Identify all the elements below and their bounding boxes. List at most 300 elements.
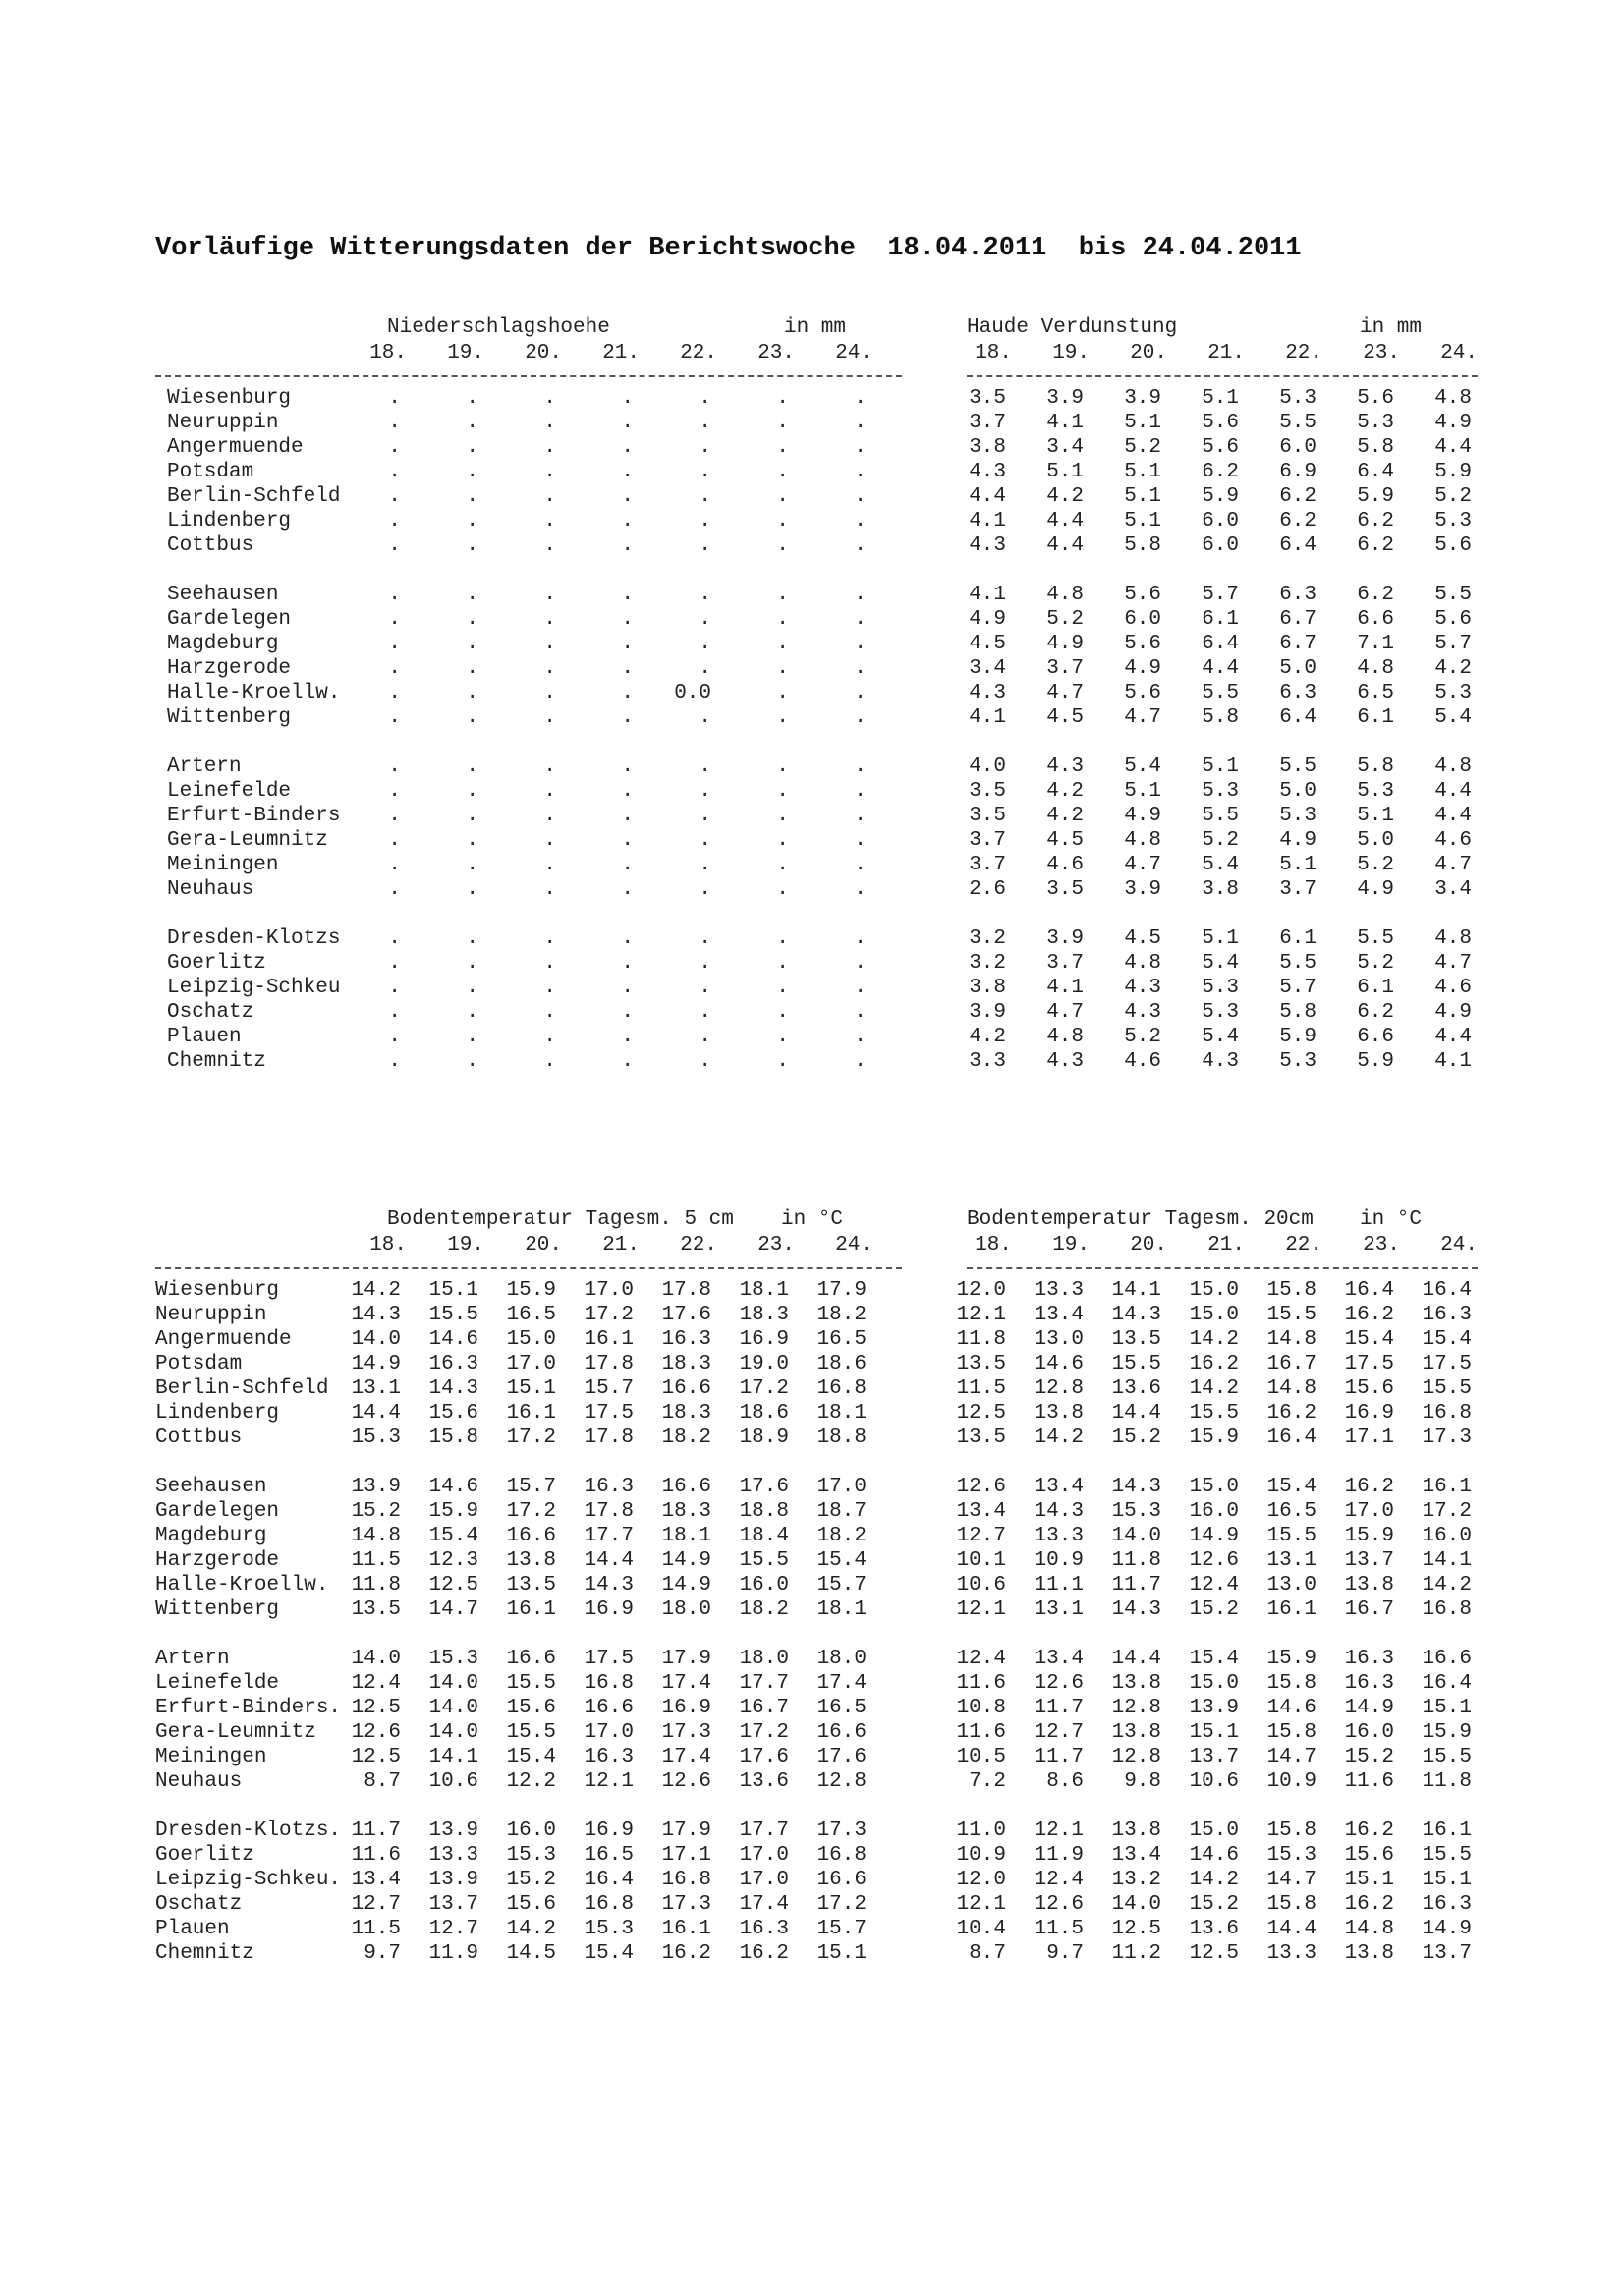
- value-cell: 15.1: [506, 1377, 556, 1400]
- value-cell: 15.5: [506, 1721, 556, 1744]
- value-cell: .: [543, 805, 556, 827]
- group-spacer: [155, 1451, 902, 1476]
- value-cell: 12.6: [1189, 1549, 1239, 1572]
- value-cell: .: [854, 633, 867, 655]
- value-cell: 15.5: [739, 1549, 789, 1572]
- value-cell: 5.5: [1357, 927, 1394, 950]
- value-cell: 5.3: [1434, 682, 1472, 704]
- value-cell: 17.2: [739, 1721, 789, 1744]
- value-cell: .: [466, 805, 478, 827]
- value-cell: 17.8: [584, 1500, 634, 1523]
- value-cell: 5.2: [1357, 952, 1394, 975]
- day-label: 22.: [680, 1234, 717, 1257]
- value-cell: 6.0: [1279, 436, 1316, 459]
- value-cell: 16.6: [506, 1525, 556, 1547]
- value-cell: 15.0: [1189, 1279, 1239, 1302]
- station-name: Plauen: [155, 1918, 230, 1940]
- value-cell: 14.7: [1266, 1746, 1316, 1768]
- value-cell: 15.0: [1189, 1672, 1239, 1695]
- station-name: Gardelegen: [155, 1500, 280, 1523]
- value-cell: 17.8: [661, 1279, 711, 1302]
- value-cell: .: [466, 412, 478, 434]
- value-cell: 5.8: [1279, 1001, 1316, 1024]
- value-cell: .: [388, 584, 401, 606]
- value-cell: 15.1: [1422, 1869, 1472, 1891]
- value-cell: 5.3: [1202, 780, 1239, 803]
- value-cell: 17.2: [506, 1427, 556, 1449]
- value-cell: 9.7: [364, 1942, 401, 1965]
- station-name: Gera-Leumnitz: [155, 1721, 316, 1744]
- value-cell: .: [621, 387, 634, 410]
- value-cell: 15.7: [816, 1918, 867, 1940]
- value-cell: 13.4: [1111, 1844, 1161, 1867]
- value-cell: .: [466, 682, 478, 704]
- value-cell: 11.8: [351, 1574, 401, 1596]
- value-cell: 4.5: [969, 633, 1006, 655]
- value-cell: 4.8: [1357, 657, 1394, 680]
- value-cell: .: [543, 534, 556, 557]
- value-cell: 5.8: [1202, 706, 1239, 729]
- value-cell: 4.7: [1046, 682, 1084, 704]
- value-cell: .: [854, 1001, 867, 1024]
- value-cell: .: [776, 1026, 789, 1048]
- value-cell: 12.5: [956, 1402, 1006, 1425]
- station-name: Artern: [167, 756, 242, 778]
- value-cell: 14.3: [1111, 1304, 1161, 1326]
- table-row: [155, 854, 902, 878]
- value-cell: 13.9: [1189, 1697, 1239, 1719]
- value-cell: .: [854, 461, 867, 483]
- value-cell: 14.0: [351, 1328, 401, 1351]
- value-cell: 5.1: [1279, 854, 1316, 876]
- value-cell: 17.6: [739, 1476, 789, 1498]
- value-cell: 14.2: [351, 1279, 401, 1302]
- value-cell: 16.4: [584, 1869, 634, 1891]
- value-cell: 4.2: [969, 1026, 1006, 1048]
- value-cell: 3.5: [969, 805, 1006, 827]
- value-cell: 13.8: [1111, 1672, 1161, 1695]
- value-cell: 4.8: [1434, 927, 1472, 950]
- value-cell: 13.6: [1189, 1918, 1239, 1940]
- value-cell: 5.4: [1202, 854, 1239, 876]
- value-cell: 16.0: [739, 1574, 789, 1596]
- value-cell: .: [776, 780, 789, 803]
- value-cell: .: [543, 584, 556, 606]
- header-rule: [155, 375, 902, 377]
- value-cell: 10.9: [1034, 1549, 1084, 1572]
- group-spacer: [967, 559, 1478, 584]
- value-cell: 16.2: [1266, 1402, 1316, 1425]
- value-cell: 6.0: [1202, 534, 1239, 557]
- value-cell: 17.2: [506, 1500, 556, 1523]
- value-cell: 14.7: [428, 1598, 478, 1621]
- value-cell: 4.8: [1124, 952, 1161, 975]
- table-row: [155, 510, 902, 534]
- value-cell: 18.2: [816, 1304, 867, 1326]
- value-cell: .: [621, 510, 634, 532]
- day-label: 19.: [447, 1234, 484, 1257]
- value-cell: 4.7: [1124, 706, 1161, 729]
- value-cell: 3.9: [1046, 927, 1084, 950]
- value-cell: .: [776, 706, 789, 729]
- value-cell: 11.5: [956, 1377, 1006, 1400]
- value-cell: .: [388, 657, 401, 680]
- value-cell: 4.4: [1434, 1026, 1472, 1048]
- value-cell: 4.8: [1046, 1026, 1084, 1048]
- value-cell: 15.0: [1189, 1304, 1239, 1326]
- table-row: [155, 1026, 902, 1050]
- station-name: Harzgerode: [167, 657, 292, 680]
- value-cell: 13.5: [506, 1574, 556, 1596]
- value-cell: 15.1: [1344, 1869, 1394, 1891]
- station-name: Dresden-Klotzs: [167, 927, 341, 950]
- value-cell: 11.8: [1111, 1549, 1161, 1572]
- value-cell: 6.2: [1279, 485, 1316, 508]
- value-cell: 16.2: [1344, 1304, 1394, 1326]
- value-cell: .: [466, 1026, 478, 1048]
- table-row: [956, 1549, 1478, 1574]
- value-cell: 15.2: [1189, 1893, 1239, 1916]
- value-cell: .: [388, 1026, 401, 1048]
- value-cell: 14.2: [1034, 1427, 1084, 1449]
- value-cell: 4.9: [1046, 633, 1084, 655]
- day-label: 24.: [1440, 342, 1478, 364]
- table-row: [956, 1377, 1478, 1402]
- value-cell: .: [621, 805, 634, 827]
- value-cell: 16.4: [1344, 1279, 1394, 1302]
- value-cell: .: [543, 682, 556, 704]
- value-cell: 13.8: [1344, 1574, 1394, 1596]
- table-row: [967, 387, 1478, 412]
- value-cell: 14.3: [1034, 1500, 1084, 1523]
- value-cell: .: [854, 1050, 867, 1073]
- value-cell: 13.9: [351, 1476, 401, 1498]
- station-name: Cottbus: [155, 1427, 243, 1449]
- value-cell: .: [854, 682, 867, 704]
- value-cell: 18.7: [816, 1500, 867, 1523]
- value-cell: 18.2: [816, 1525, 867, 1547]
- value-cell: 4.2: [1046, 485, 1084, 508]
- table-row: [956, 1697, 1478, 1721]
- value-cell: .: [388, 387, 401, 410]
- value-cell: 4.3: [969, 534, 1006, 557]
- value-cell: .: [776, 977, 789, 999]
- table-row: [956, 1721, 1478, 1746]
- value-cell: 10.6: [1189, 1770, 1239, 1793]
- value-cell: 5.3: [1279, 387, 1316, 410]
- value-cell: 3.3: [969, 1050, 1006, 1073]
- day-label: 20.: [1130, 1234, 1167, 1257]
- table-row: [967, 461, 1478, 485]
- value-cell: 15.9: [428, 1500, 478, 1523]
- value-cell: 15.5: [1422, 1377, 1472, 1400]
- value-cell: .: [854, 485, 867, 508]
- value-cell: 14.2: [1189, 1869, 1239, 1891]
- value-cell: 5.9: [1357, 1050, 1394, 1073]
- header-rule: [155, 1267, 902, 1269]
- value-cell: .: [388, 805, 401, 827]
- table-row: [967, 608, 1478, 633]
- value-cell: 15.4: [816, 1549, 867, 1572]
- value-cell: 16.8: [584, 1672, 634, 1695]
- value-cell: 10.1: [956, 1549, 1006, 1572]
- value-cell: 12.4: [1034, 1869, 1084, 1891]
- value-cell: 14.9: [1189, 1525, 1239, 1547]
- value-cell: 17.0: [739, 1844, 789, 1867]
- value-cell: 3.9: [1124, 878, 1161, 901]
- table-row: [967, 657, 1478, 682]
- value-cell: 14.5: [506, 1942, 556, 1965]
- value-cell: .: [388, 952, 401, 975]
- value-cell: .: [543, 461, 556, 483]
- value-cell: 11.8: [1422, 1770, 1472, 1793]
- table-row: [155, 1721, 902, 1746]
- station-name: Chemnitz: [167, 1050, 266, 1073]
- table-row: [155, 1648, 902, 1672]
- value-cell: 13.2: [1111, 1869, 1161, 1891]
- value-cell: 4.4: [1434, 780, 1472, 803]
- value-cell: 10.8: [956, 1697, 1006, 1719]
- value-cell: 13.1: [351, 1377, 401, 1400]
- value-cell: .: [776, 756, 789, 778]
- value-cell: 12.7: [428, 1918, 478, 1940]
- value-cell: 15.4: [584, 1942, 634, 1965]
- value-cell: 5.8: [1124, 534, 1161, 557]
- value-cell: 5.1: [1357, 805, 1394, 827]
- day-label: 19.: [1052, 342, 1090, 364]
- value-cell: 3.8: [969, 436, 1006, 459]
- table-row: [155, 1279, 902, 1304]
- value-cell: .: [543, 706, 556, 729]
- value-cell: 15.0: [1189, 1476, 1239, 1498]
- value-cell: 6.2: [1279, 510, 1316, 532]
- table-row: [155, 534, 902, 559]
- value-cell: 18.9: [739, 1427, 789, 1449]
- value-cell: 14.0: [1111, 1525, 1161, 1547]
- station-name: Berlin-Schfeld: [155, 1377, 329, 1400]
- value-cell: .: [854, 927, 867, 950]
- value-cell: 4.3: [1046, 756, 1084, 778]
- value-cell: 5.1: [1202, 756, 1239, 778]
- value-cell: 13.1: [1034, 1598, 1084, 1621]
- value-cell: .: [466, 584, 478, 606]
- table-row: [155, 461, 902, 485]
- day-header: [967, 1234, 1478, 1260]
- value-cell: 16.2: [661, 1942, 711, 1965]
- value-cell: .: [388, 829, 401, 852]
- value-cell: .: [621, 977, 634, 999]
- value-cell: 11.6: [1344, 1770, 1394, 1793]
- value-cell: 14.4: [1266, 1918, 1316, 1940]
- value-cell: .: [854, 829, 867, 852]
- value-cell: .: [854, 977, 867, 999]
- value-cell: 14.3: [428, 1377, 478, 1400]
- value-cell: 4.5: [1046, 706, 1084, 729]
- value-cell: 5.1: [1124, 461, 1161, 483]
- value-cell: 12.7: [351, 1893, 401, 1916]
- group-spacer: [967, 1795, 1478, 1820]
- day-label: 21.: [602, 342, 640, 364]
- value-cell: 15.7: [584, 1377, 634, 1400]
- table-row: [155, 805, 902, 829]
- value-cell: .: [699, 1001, 711, 1024]
- table-row: [155, 1574, 902, 1598]
- station-name: Harzgerode: [155, 1549, 280, 1572]
- value-cell: .: [854, 854, 867, 876]
- table-row: [155, 1844, 902, 1869]
- value-cell: 5.6: [1434, 534, 1472, 557]
- value-cell: 6.4: [1202, 633, 1239, 655]
- value-cell: 15.8: [1266, 1279, 1316, 1302]
- day-label: 23.: [1363, 342, 1400, 364]
- value-cell: 14.6: [1034, 1353, 1084, 1375]
- table-row: [155, 1869, 902, 1893]
- table-row: [155, 608, 902, 633]
- value-cell: 13.4: [1034, 1304, 1084, 1326]
- value-cell: 6.1: [1279, 927, 1316, 950]
- value-cell: 15.1: [1189, 1721, 1239, 1744]
- table-row: [155, 412, 902, 436]
- station-name: Goerlitz: [167, 952, 266, 975]
- station-name: Potsdam: [167, 461, 254, 483]
- table-row: [967, 584, 1478, 608]
- day-label: 24.: [835, 1234, 872, 1257]
- value-cell: 14.3: [584, 1574, 634, 1596]
- value-cell: 17.1: [661, 1844, 711, 1867]
- value-cell: .: [699, 854, 711, 876]
- value-cell: 3.4: [1434, 878, 1472, 901]
- value-cell: .: [776, 485, 789, 508]
- group-spacer: [967, 731, 1478, 756]
- table-row: [155, 1942, 902, 1967]
- table-row: [155, 584, 902, 608]
- value-cell: .: [621, 657, 634, 680]
- value-cell: 5.5: [1279, 952, 1316, 975]
- value-cell: .: [543, 854, 556, 876]
- value-cell: 5.4: [1434, 706, 1472, 729]
- value-cell: 18.0: [661, 1598, 711, 1621]
- value-cell: 4.1: [969, 706, 1006, 729]
- value-cell: 16.0: [1189, 1500, 1239, 1523]
- value-cell: 5.9: [1357, 485, 1394, 508]
- group-spacer: [155, 903, 902, 927]
- group-spacer: [155, 731, 902, 756]
- value-cell: 5.8: [1357, 436, 1394, 459]
- value-cell: 16.0: [506, 1820, 556, 1842]
- table-row: [155, 1353, 902, 1377]
- value-cell: .: [388, 854, 401, 876]
- table-row: [155, 1770, 902, 1795]
- table-row: [967, 977, 1478, 1001]
- value-cell: .: [854, 412, 867, 434]
- value-cell: .: [699, 436, 711, 459]
- day-label: 18.: [975, 1234, 1012, 1257]
- value-cell: .: [699, 485, 711, 508]
- value-cell: .: [543, 485, 556, 508]
- value-cell: 17.0: [584, 1279, 634, 1302]
- value-cell: 17.0: [739, 1869, 789, 1891]
- station-name: Leipzig-Schkeu: [167, 977, 341, 999]
- value-cell: 14.8: [1344, 1918, 1394, 1940]
- value-cell: 5.2: [1124, 1026, 1161, 1048]
- value-cell: 13.7: [1344, 1549, 1394, 1572]
- value-cell: 17.7: [584, 1525, 634, 1547]
- value-cell: .: [776, 805, 789, 827]
- value-cell: .: [776, 510, 789, 532]
- value-cell: 16.3: [584, 1476, 634, 1498]
- value-cell: 14.0: [351, 1648, 401, 1670]
- value-cell: 4.2: [1434, 657, 1472, 680]
- value-cell: .: [854, 387, 867, 410]
- value-cell: 19.0: [739, 1353, 789, 1375]
- station-name: Neuhaus: [167, 878, 254, 901]
- group-spacer: [967, 1623, 1478, 1648]
- value-cell: 14.8: [1266, 1328, 1316, 1351]
- value-cell: 15.5: [1266, 1304, 1316, 1326]
- value-cell: .: [466, 1001, 478, 1024]
- value-cell: 17.2: [1422, 1500, 1472, 1523]
- value-cell: .: [854, 1026, 867, 1048]
- value-cell: 6.3: [1279, 682, 1316, 704]
- value-cell: .: [621, 780, 634, 803]
- value-cell: 5.6: [1357, 387, 1394, 410]
- value-cell: 9.8: [1124, 1770, 1161, 1793]
- value-cell: 14.2: [1189, 1377, 1239, 1400]
- value-cell: 17.9: [816, 1279, 867, 1302]
- value-cell: 13.3: [1034, 1279, 1084, 1302]
- value-cell: 4.8: [1434, 387, 1472, 410]
- value-cell: 16.0: [1344, 1721, 1394, 1744]
- table-row: [155, 436, 902, 461]
- value-cell: 11.7: [1034, 1697, 1084, 1719]
- table-row: [967, 1050, 1478, 1075]
- value-cell: .: [466, 510, 478, 532]
- value-cell: .: [388, 608, 401, 631]
- value-cell: 18.1: [816, 1402, 867, 1425]
- value-cell: .: [854, 436, 867, 459]
- value-cell: 4.2: [1046, 780, 1084, 803]
- value-cell: 5.6: [1434, 608, 1472, 631]
- evaporation-title: Haude Verdunstung: [967, 316, 1178, 339]
- value-cell: 17.4: [739, 1893, 789, 1916]
- value-cell: .: [543, 510, 556, 532]
- value-cell: 5.2: [1046, 608, 1084, 631]
- value-cell: 15.5: [1266, 1525, 1316, 1547]
- header-rule: [967, 1267, 1478, 1269]
- value-cell: .: [699, 977, 711, 999]
- table-row: [967, 805, 1478, 829]
- value-cell: 16.9: [584, 1820, 634, 1842]
- table-row: [967, 952, 1478, 977]
- value-cell: .: [776, 461, 789, 483]
- value-cell: 18.6: [739, 1402, 789, 1425]
- value-cell: .: [543, 927, 556, 950]
- table-row: [155, 1697, 902, 1721]
- value-cell: 12.0: [956, 1869, 1006, 1891]
- value-cell: 4.3: [1124, 977, 1161, 999]
- table-row: [956, 1427, 1478, 1451]
- value-cell: .: [776, 633, 789, 655]
- value-cell: 16.5: [1266, 1500, 1316, 1523]
- value-cell: 17.3: [661, 1721, 711, 1744]
- value-cell: .: [388, 780, 401, 803]
- value-cell: 11.5: [351, 1918, 401, 1940]
- value-cell: 5.6: [1124, 682, 1161, 704]
- value-cell: 12.6: [1034, 1893, 1084, 1916]
- value-cell: 11.5: [1034, 1918, 1084, 1940]
- value-cell: 18.4: [739, 1525, 789, 1547]
- value-cell: 18.2: [661, 1427, 711, 1449]
